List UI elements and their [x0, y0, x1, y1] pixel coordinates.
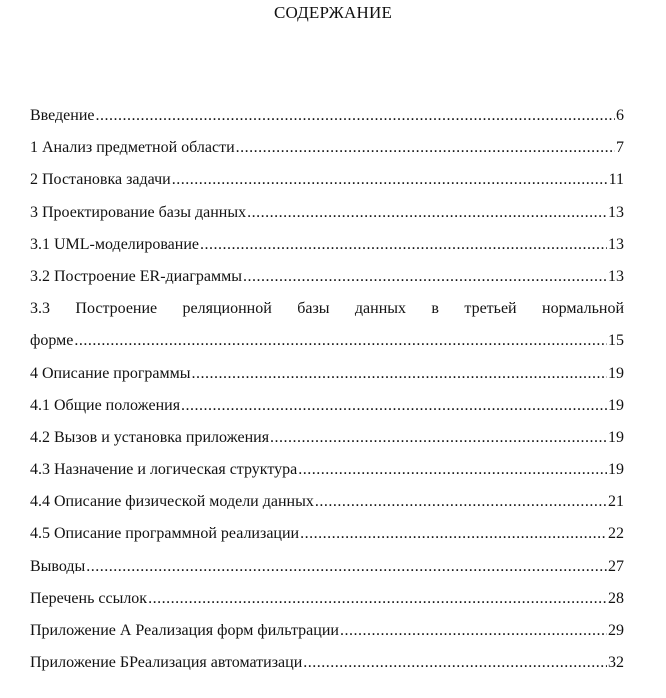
toc-entry-label: 3.2 Построение ER-диаграммы — [30, 267, 243, 285]
dot-leader — [192, 363, 607, 385]
toc-entry-label: 4.1 Общие положения — [30, 396, 181, 414]
toc-entry-page: 15 — [608, 332, 624, 350]
toc-entry[interactable] — [30, 137, 624, 169]
toc-entry[interactable] — [30, 556, 624, 588]
toc-entry[interactable] — [30, 105, 624, 137]
toc-entry-page: 28 — [608, 589, 624, 607]
toc-entry-page: 6 — [616, 107, 624, 124]
toc-entry[interactable] — [30, 330, 624, 362]
toc-entry-word: данных — [354, 300, 407, 318]
table-of-contents — [30, 105, 624, 684]
toc-entry[interactable] — [30, 202, 624, 234]
toc-entry[interactable] — [30, 363, 624, 395]
toc-entry-label: Приложение БРеализация автоматизаци — [30, 654, 303, 672]
dot-leader — [181, 395, 607, 417]
toc-entry-word: реляционной — [182, 300, 272, 318]
toc-entry-label: 3.1 UML-моделирование — [30, 235, 200, 253]
toc-entry-page: 19 — [608, 396, 624, 414]
toc-entry[interactable] — [30, 620, 624, 652]
toc-entry[interactable] — [30, 395, 624, 427]
toc-entry-label: 4.3 Назначение и логическая структура — [30, 461, 298, 479]
toc-entry-word: 3.3 — [30, 300, 50, 318]
toc-entry-page: 13 — [608, 203, 624, 221]
toc-entry-label: 1 Анализ предметной области — [30, 139, 235, 157]
dot-leader — [340, 620, 607, 642]
toc-entry-label: Введение — [30, 107, 95, 124]
dot-leader — [247, 202, 607, 224]
toc-entry-word: Построение — [75, 300, 158, 318]
toc-entry[interactable] — [30, 523, 624, 555]
toc-entry[interactable] — [30, 266, 624, 298]
toc-entry-label: 3 Проектирование базы данных — [30, 203, 247, 221]
dot-leader — [236, 137, 615, 159]
toc-entry-page: 32 — [608, 654, 624, 672]
dot-leader — [300, 523, 607, 545]
toc-entry-word: базы — [297, 300, 330, 318]
dot-leader — [200, 234, 607, 256]
toc-entry-continuation: форме — [30, 332, 74, 350]
toc-entry-wrapped-line[interactable] — [30, 298, 624, 330]
toc-entry-label: Перечень ссылок — [30, 589, 148, 607]
dot-leader — [74, 330, 607, 352]
toc-entry-word: в — [431, 300, 439, 318]
toc-entry-page: 27 — [608, 557, 624, 575]
dot-leader — [270, 427, 607, 449]
toc-entry-label: 4 Описание программы — [30, 364, 191, 382]
dot-leader — [243, 266, 607, 288]
toc-entry-label: 4.2 Вызов и установка приложения — [30, 428, 270, 446]
dot-leader — [96, 105, 616, 127]
toc-entry[interactable] — [30, 234, 624, 266]
dot-leader — [148, 588, 607, 610]
page-title: СОДЕРЖАНИЕ — [273, 3, 393, 22]
toc-entry-word: нормальной — [542, 300, 624, 318]
toc-entry[interactable] — [30, 427, 624, 459]
toc-entry[interactable] — [30, 491, 624, 523]
dot-leader — [172, 169, 608, 191]
dot-leader — [86, 556, 607, 578]
toc-entry-page: 13 — [608, 267, 624, 285]
dot-leader — [298, 459, 607, 481]
toc-entry-page: 21 — [608, 493, 624, 511]
toc-entry-page: 29 — [608, 622, 624, 639]
toc-entry-page: 19 — [608, 461, 624, 479]
toc-entry-label: 4.5 Описание программной реализации — [30, 525, 300, 543]
toc-entry-label: 2 Постановка задачи — [30, 171, 171, 189]
dot-leader — [303, 652, 607, 674]
toc-entry-label: Приложение А Реализация форм фильтрации — [30, 622, 339, 639]
toc-entry-page: 7 — [616, 139, 624, 157]
toc-entry[interactable] — [30, 459, 624, 491]
toc-entry[interactable] — [30, 652, 624, 684]
toc-entry-page: 22 — [608, 525, 624, 543]
dot-leader — [315, 491, 607, 513]
toc-entry-page: 13 — [608, 235, 624, 253]
toc-entry-page: 19 — [608, 364, 624, 382]
toc-entry-page: 19 — [608, 428, 624, 446]
toc-entry-label: Выводы — [30, 557, 86, 575]
toc-entry-page: 11 — [608, 171, 624, 189]
toc-entry-label — [30, 298, 624, 320]
toc-entry[interactable] — [30, 169, 624, 201]
toc-entry[interactable] — [30, 588, 624, 620]
toc-entry-word: третьей — [464, 300, 517, 318]
toc-entry-label: 4.4 Описание физической модели данных — [30, 493, 314, 511]
